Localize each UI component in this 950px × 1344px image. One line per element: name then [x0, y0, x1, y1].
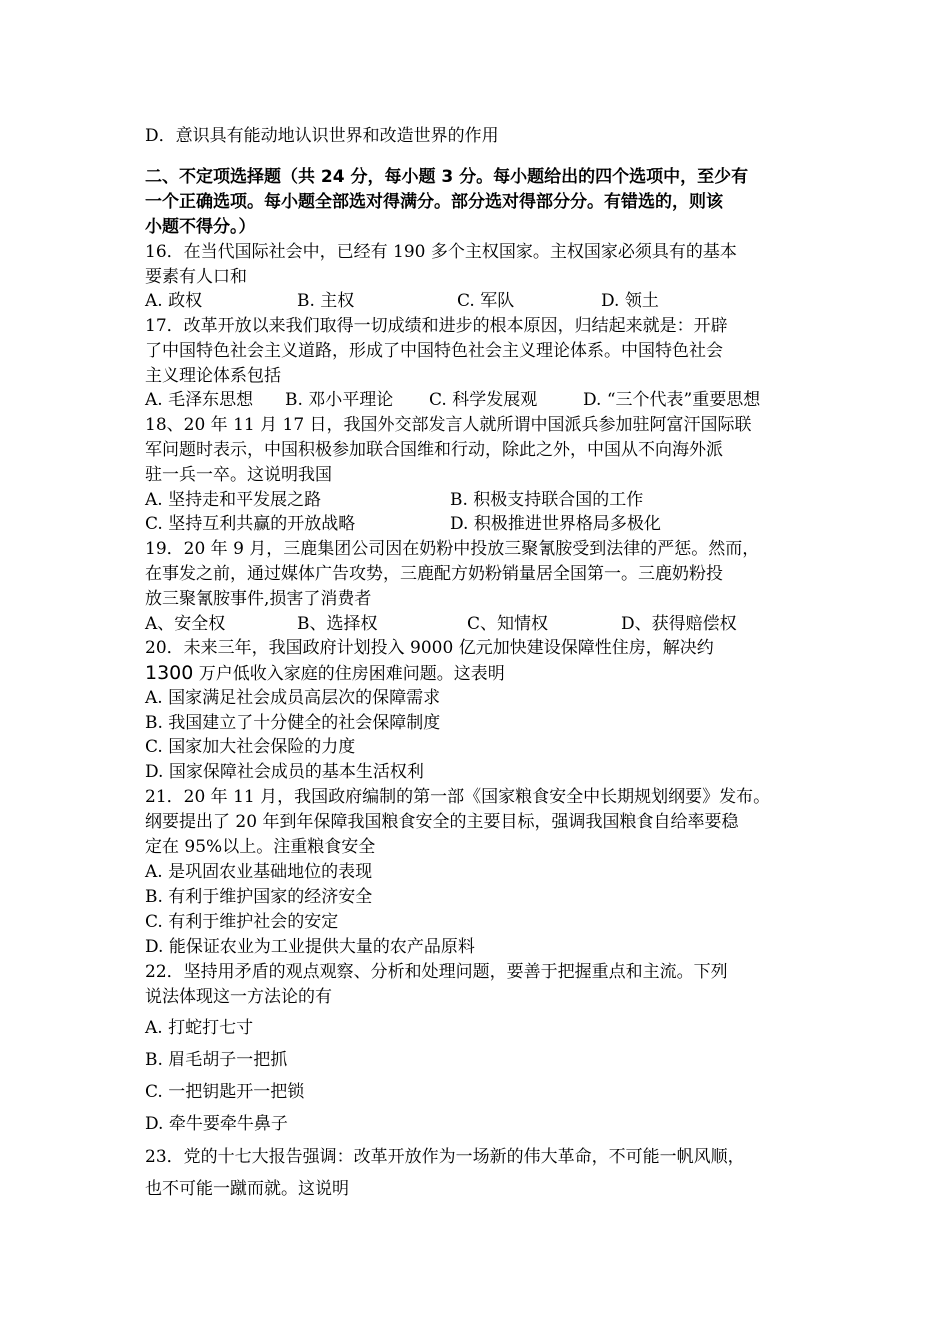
q17-option-c: C. 科学发展观 [429, 390, 538, 410]
q21-option-a: A. 是巩固农业基础地位的表现 [145, 862, 373, 882]
q22-option-b: B. 眉毛胡子一把抓 [145, 1050, 288, 1070]
q20-option-b: B. 我国建立了十分健全的社会保障制度 [145, 713, 441, 733]
q16-stem-1: 16．在当代国际社会中，已经有 190 多个主权国家。主权国家必须具有的基本 [145, 242, 737, 262]
section-heading-line-3: 小题不得分。） [145, 217, 256, 237]
q19-option-d: D、获得赔偿权 [621, 614, 737, 634]
q21-option-d: D. 能保证农业为工业提供大量的农产品原料 [145, 937, 475, 957]
q16-option-a: A. 政权 [145, 291, 203, 311]
section-heading-line-1: 二、不定项选择题（共 24 分，每小题 3 分。每小题给出的四个选项中，至少有 [145, 167, 749, 187]
q20-number: 1300 [145, 662, 194, 684]
q16-option-b: B. 主权 [297, 291, 355, 311]
q21-stem-1: 21．20 年 11 月，我国政府编制的第一部《国家粮食安全中长期规划纲要》发布。 [145, 787, 771, 807]
q18-option-b: B. 积极支持联合国的工作 [450, 490, 644, 510]
prev-option-d: D．意识具有能动地认识世界和改造世界的作用 [145, 126, 499, 146]
q23-stem-1: 23．党的十七大报告强调：改革开放作为一场新的伟大革命，不可能一帆风顺， [145, 1147, 745, 1167]
q22-option-c: C. 一把钥匙开一把锁 [145, 1082, 305, 1102]
q17-stem-1: 17．改革开放以来我们取得一切成绩和进步的根本原因，归结起来就是：开辟 [145, 316, 728, 336]
q18-option-a: A. 坚持走和平发展之路 [145, 490, 322, 510]
q22-stem-2: 说法体现这一方法论的有 [145, 987, 332, 1007]
q20-stem-1: 20．未来三年，我国政府计划投入 9000 亿元加快建设保障性住房，解决约 [145, 638, 714, 658]
section-heading-line-2: 一个正确选项。每小题全部选对得满分。部分选对得部分分。有错选的，则该 [145, 192, 723, 212]
q19-option-c: C、知情权 [467, 614, 549, 634]
q19-stem-3: 放三聚氰胺事件,损害了消费者 [145, 589, 372, 609]
q21-option-b: B. 有利于维护国家的经济安全 [145, 887, 373, 907]
q18-option-d: D. 积极推进世界格局多极化 [450, 514, 661, 534]
q22-option-a: A. 打蛇打七寸 [145, 1018, 254, 1038]
q20-stem-2-text: 万户低收入家庭的住房困难问题。这表明 [193, 664, 505, 684]
q17-option-a: A. 毛泽东思想 [145, 390, 254, 410]
q17-option-b: B. 邓小平理论 [285, 390, 394, 410]
q21-stem-2: 纲要提出了 20 年到年保障我国粮食安全的主要目标，强调我国粮食自给率要稳 [145, 812, 739, 832]
q19-option-b: B、选择权 [297, 614, 378, 634]
q19-option-a: A、安全权 [145, 614, 226, 634]
q19-stem-2: 在事发之前，通过媒体广告攻势，三鹿配方奶粉销量居全国第一。三鹿奶粉投 [145, 564, 723, 584]
q20-stem-2 [145, 661, 505, 686]
q20-option-d: D. 国家保障社会成员的基本生活权利 [145, 762, 424, 782]
q22-option-d: D. 牵牛要牵牛鼻子 [145, 1114, 288, 1134]
q21-stem-3: 定在 95%以上。注重粮食安全 [145, 837, 376, 857]
q23-stem-2: 也不可能一蹴而就。这说明 [145, 1179, 349, 1199]
q21-option-c: C. 有利于维护社会的安定 [145, 912, 339, 932]
q22-stem-1: 22．坚持用矛盾的观点观察、分析和处理问题，要善于把握重点和主流。下列 [145, 962, 728, 982]
q20-option-c: C. 国家加大社会保险的力度 [145, 737, 356, 757]
q18-stem-2: 军问题时表示，中国积极参加联合国维和行动，除此之外，中国从不向海外派 [145, 440, 723, 460]
q20-option-a: A. 国家满足社会成员高层次的保障需求 [145, 688, 441, 708]
q17-option-d: D. “三个代表”重要思想 [583, 390, 761, 410]
q17-stem-3: 主义理论体系包括 [145, 366, 281, 386]
q16-option-c: C. 军队 [457, 291, 515, 311]
q18-stem-1: 18、20 年 11 月 17 日，我国外交部发言人就所谓中国派兵参加驻阿富汗国际联 [145, 415, 752, 435]
q18-option-c: C. 坚持互利共赢的开放战略 [145, 514, 356, 534]
q16-stem-2: 要素有人口和 [145, 267, 247, 287]
q16-option-d: D. 领土 [601, 291, 659, 311]
q18-stem-3: 驻一兵一卒。这说明我国 [145, 465, 332, 485]
q17-stem-2: 了中国特色社会主义道路，形成了中国特色社会主义理论体系。中国特色社会 [145, 341, 723, 361]
q19-stem-1: 19．20 年 9 月，三鹿集团公司因在奶粉中投放三聚氰胺受到法律的严惩。然而， [145, 539, 760, 559]
